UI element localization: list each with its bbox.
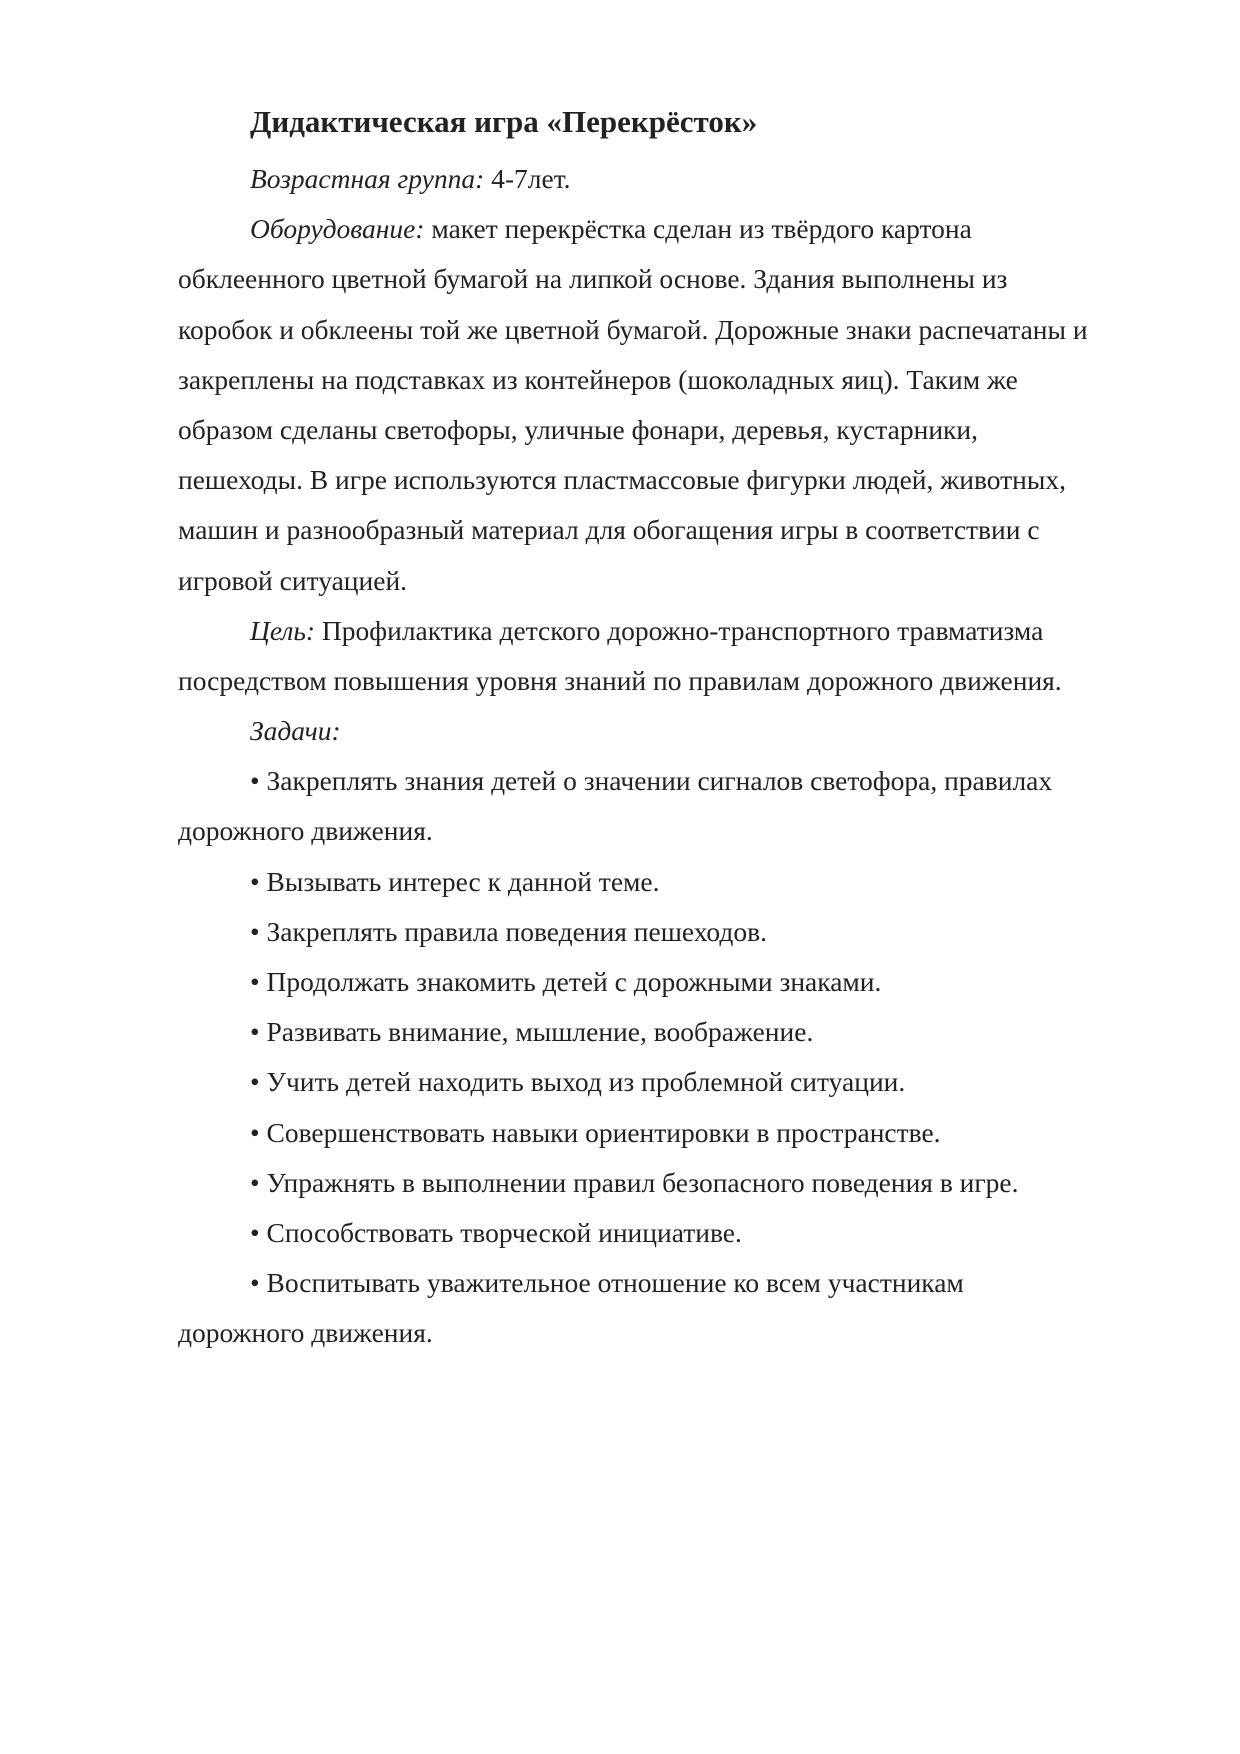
- age-group-label: Возрастная группа:: [250, 163, 485, 194]
- task-item: • Закреплять знания детей о значении сигналов светофора, правилах: [250, 765, 1053, 797]
- task-item: дорожного движения.: [178, 815, 433, 847]
- task-item: • Учить детей находить выход из проблемной ситуации.: [250, 1066, 906, 1098]
- age-group-value: 4-7лет.: [484, 163, 571, 194]
- text-line: игровой ситуацией.: [178, 564, 408, 596]
- task-item: дорожного движения.: [178, 1317, 433, 1349]
- text-line: Профилактика детского дорожно-транспортного травматизма: [315, 614, 1044, 646]
- task-item: • Вызывать интерес к данной теме.: [250, 865, 660, 897]
- task-item: • Воспитывать уважительное отношение ко всем участникам: [250, 1267, 964, 1299]
- text-line: посредством повышения уровня знаний по правилам дорожного движения.: [178, 664, 1062, 696]
- text-line: коробок и обклеены той же цветной бумагой. Дорожные знаки распечатаны и: [178, 313, 1088, 345]
- text-line: пешеходы. В игре используются пластмассовые фигурки людей, животных,: [178, 464, 1066, 496]
- text-line: обклеенного цветной бумагой на липкой основе. Здания выполнены из: [178, 263, 1008, 295]
- document-body: [178, 154, 1168, 1359]
- equipment-line: [178, 204, 1168, 254]
- task-item: • Способствовать творческой инициативе.: [250, 1216, 742, 1248]
- task-item: • Упражнять в выполнении правил безопасного поведения в игре.: [250, 1166, 1019, 1198]
- text-line: образом сделаны светофоры, уличные фонари, деревья, кустарники,: [178, 413, 978, 445]
- goal-line: [178, 606, 1168, 656]
- task-item: • Закреплять правила поведения пешеходов.: [250, 915, 767, 947]
- text-line: закреплены на подставках из контейнеров (шоколадных яиц). Таким же: [178, 363, 1018, 395]
- document-title: Дидактическая игра «Перекрёсток»: [250, 104, 758, 139]
- equipment-label: Оборудование:: [250, 213, 425, 245]
- task-item: • Совершенствовать навыки ориентировки в пространстве.: [250, 1116, 941, 1148]
- age-group-line: [178, 154, 1168, 204]
- text-line: макет перекрёстка сделан из твёрдого картона: [424, 213, 972, 245]
- tasks-heading: [178, 706, 1168, 756]
- text-line: машин и разнообразный материал для обогащения игры в соответствии с: [178, 514, 1040, 546]
- task-item: • Развивать внимание, мышление, воображение.: [250, 1016, 814, 1048]
- tasks-label: Задачи:: [250, 715, 341, 747]
- goal-label: Цель:: [250, 614, 316, 646]
- task-item: • Продолжать знакомить детей с дорожными знаками.: [250, 966, 882, 997]
- tasks-list: [178, 756, 1168, 1358]
